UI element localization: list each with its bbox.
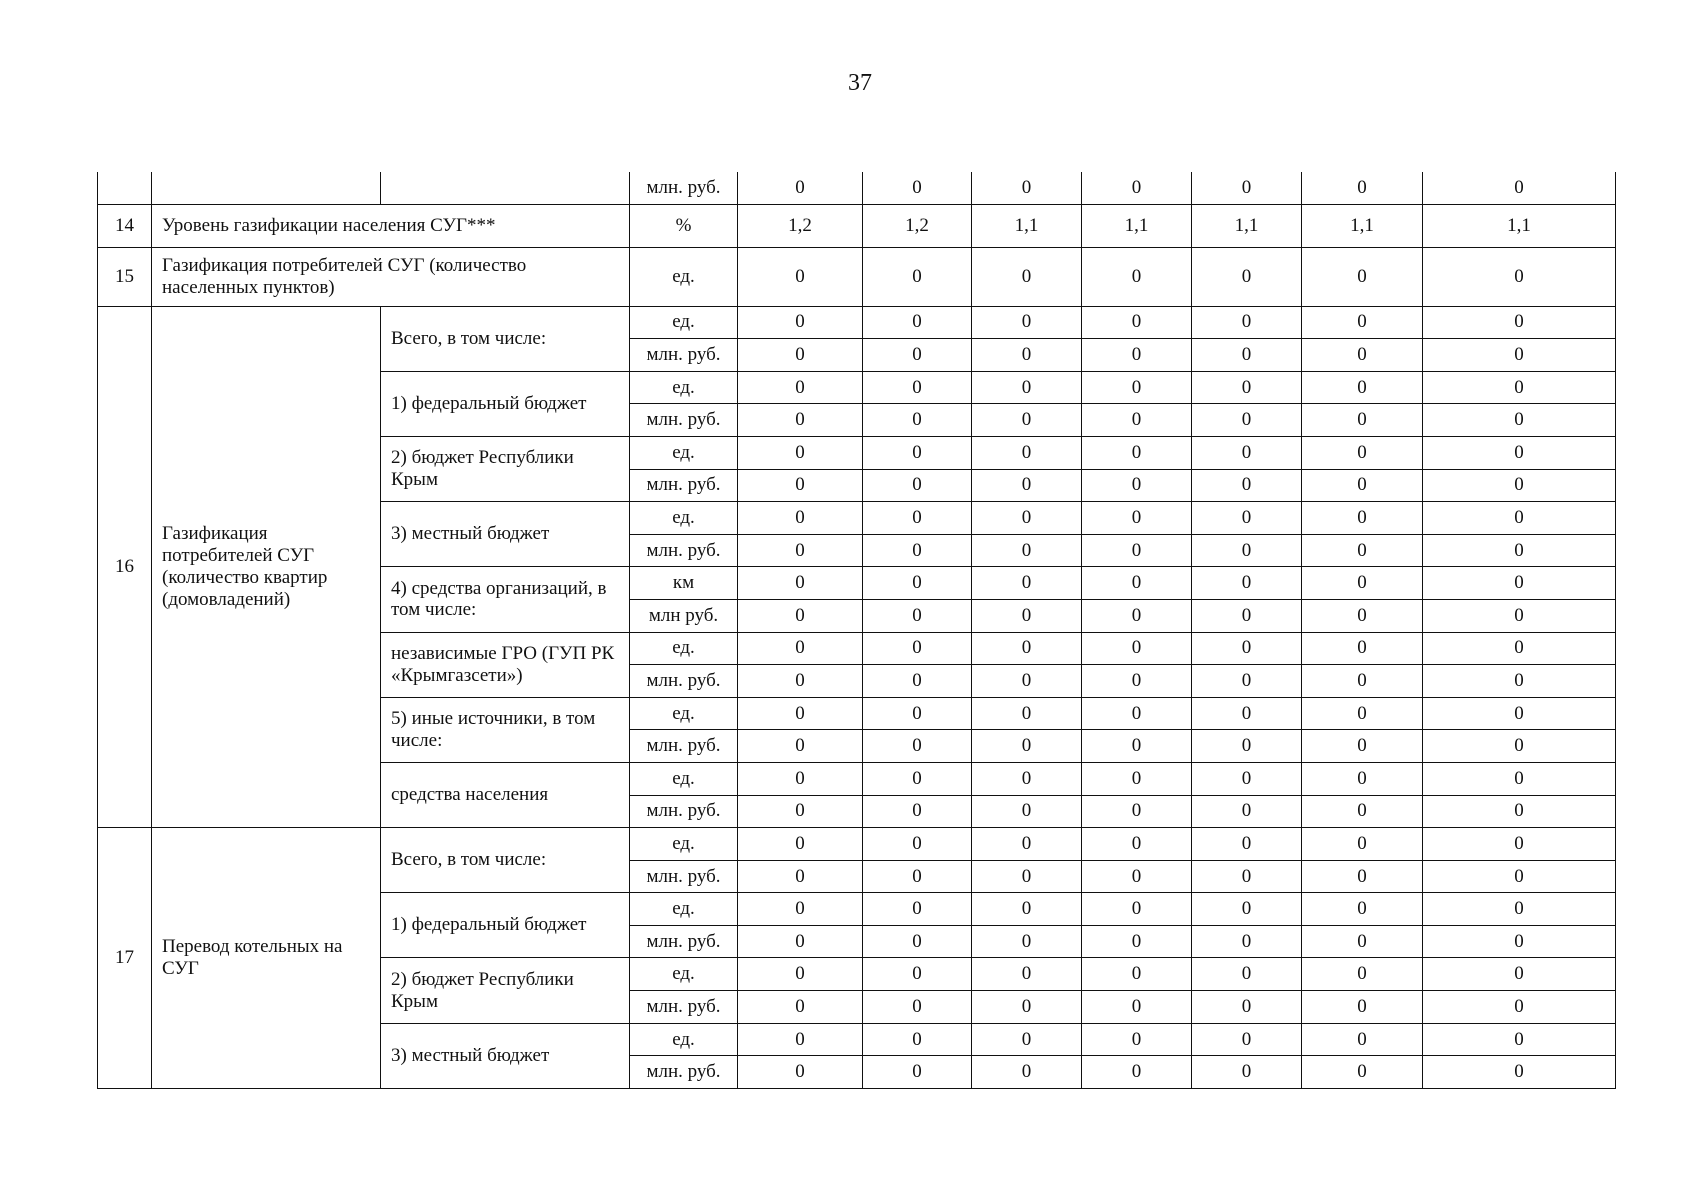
value-cell: 0 [1192,1056,1302,1089]
table-row [98,306,1616,339]
value-cell: 0 [863,567,972,600]
value-cell: 0 [1302,1056,1423,1089]
value-cell: 0 [1192,795,1302,828]
value-cell: 0 [1082,339,1192,372]
subcategory-label: независимые ГРО (ГУП РК «Крымгазсети») [381,632,630,697]
value-cell: 0 [1192,893,1302,926]
value-cell: 0 [738,697,863,730]
value-cell: 0 [738,632,863,665]
value-cell: 0 [1192,172,1302,204]
value-cell: 0 [738,469,863,502]
value-cell: 0 [1302,567,1423,600]
table-row [98,204,1616,247]
value-cell: 0 [1082,632,1192,665]
value-cell: 0 [1192,1023,1302,1056]
value-cell: 0 [1423,860,1616,893]
table-body [98,172,1616,1088]
unit-cell: млн руб. [630,599,738,632]
value-cell: 0 [1082,534,1192,567]
value-cell: 0 [1302,247,1423,306]
unit-cell: млн. руб. [630,860,738,893]
value-cell: 0 [1192,697,1302,730]
financing-table [97,172,1616,1089]
value-cell: 0 [863,828,972,861]
unit-cell: млн. руб. [630,795,738,828]
value-cell: 0 [1082,828,1192,861]
value-cell: 0 [972,665,1082,698]
subcategory-label: 4) средства организаций, в том числе: [381,567,630,632]
value-cell: 0 [738,958,863,991]
value-cell: 0 [1082,306,1192,339]
value-cell: 0 [1423,502,1616,535]
value-cell: 0 [863,306,972,339]
value-cell: 0 [1082,925,1192,958]
value-cell: 0 [1302,371,1423,404]
value-cell: 0 [1302,436,1423,469]
value-cell: 1,1 [972,204,1082,247]
value-cell: 0 [972,958,1082,991]
unit-cell: ед. [630,762,738,795]
value-cell: 0 [1082,436,1192,469]
value-cell: 0 [1302,893,1423,926]
value-cell: 0 [972,502,1082,535]
value-cell: 0 [738,860,863,893]
unit-cell: ед. [630,502,738,535]
value-cell: 0 [1302,697,1423,730]
value-cell: 0 [1082,795,1192,828]
value-cell: 1,1 [1423,204,1616,247]
value-cell: 0 [738,502,863,535]
value-cell: 0 [1192,469,1302,502]
value-cell: 0 [738,404,863,437]
value-cell: 0 [1192,925,1302,958]
value-cell: 0 [738,306,863,339]
value-cell: 0 [972,697,1082,730]
unit-cell: ед. [630,893,738,926]
row-number: 16 [98,306,152,828]
value-cell: 0 [972,730,1082,763]
value-cell: 0 [863,436,972,469]
value-cell: 0 [738,1023,863,1056]
value-cell: 0 [863,762,972,795]
subcategory-label: 5) иные источники, в том числе: [381,697,630,762]
value-cell: 0 [863,958,972,991]
value-cell: 0 [1302,795,1423,828]
unit-cell: ед. [630,306,738,339]
value-cell: 0 [1082,665,1192,698]
subcategory-label: 3) местный бюджет [381,1023,630,1088]
value-cell: 0 [738,828,863,861]
unit-cell: млн. руб. [630,534,738,567]
unit-cell: млн. руб. [630,665,738,698]
value-cell: 0 [1192,404,1302,437]
row-number: 17 [98,828,152,1089]
value-cell: 0 [738,795,863,828]
value-cell: 0 [1423,534,1616,567]
value-cell: 0 [1423,599,1616,632]
value-cell: 0 [972,1023,1082,1056]
subcategory-label: Всего, в том числе: [381,828,630,893]
value-cell: 0 [1302,534,1423,567]
subcategory-label: 3) местный бюджет [381,502,630,567]
value-cell: 0 [1302,599,1423,632]
value-cell: 0 [1423,632,1616,665]
unit-cell: ед. [630,247,738,306]
value-cell: 0 [1192,567,1302,600]
row-title: Газификация потребителей СУГ (количество квартир (домовладений) [152,306,381,828]
value-cell: 0 [1192,534,1302,567]
value-cell: 0 [972,1056,1082,1089]
value-cell: 0 [1423,697,1616,730]
value-cell: 0 [1302,172,1423,204]
subcategory-label: средства населения [381,762,630,827]
value-cell: 0 [1302,632,1423,665]
value-cell: 0 [738,339,863,372]
value-cell: 0 [738,665,863,698]
value-cell: 0 [1082,404,1192,437]
value-cell: 0 [972,925,1082,958]
value-cell: 0 [1423,567,1616,600]
value-cell: 0 [863,534,972,567]
value-cell: 0 [1192,339,1302,372]
value-cell: 0 [1302,925,1423,958]
value-cell: 0 [972,991,1082,1024]
row-title: Перевод котельных на СУГ [152,828,381,1089]
value-cell: 0 [972,599,1082,632]
subcategory-label: 2) бюджет Республики Крым [381,436,630,501]
value-cell: 0 [1423,991,1616,1024]
value-cell: 0 [1423,958,1616,991]
value-cell: 0 [738,371,863,404]
value-cell: 0 [738,436,863,469]
value-cell: 0 [1302,339,1423,372]
value-cell: 0 [972,436,1082,469]
value-cell: 0 [1082,371,1192,404]
value-cell: 0 [1302,306,1423,339]
subcategory-label: Всего, в том числе: [381,306,630,371]
value-cell: 0 [863,404,972,437]
value-cell: 0 [1192,730,1302,763]
value-cell: 0 [1192,306,1302,339]
value-cell: 0 [1082,893,1192,926]
value-cell: 0 [863,991,972,1024]
value-cell: 0 [972,828,1082,861]
value-cell: 0 [1423,730,1616,763]
value-cell: 0 [863,339,972,372]
value-cell: 0 [1082,599,1192,632]
value-cell: 0 [1192,599,1302,632]
value-cell: 0 [972,567,1082,600]
value-cell: 0 [1302,762,1423,795]
unit-cell: % [630,204,738,247]
value-cell: 0 [1423,247,1616,306]
value-cell: 0 [863,925,972,958]
value-cell: 1,1 [1192,204,1302,247]
value-cell: 1,1 [1082,204,1192,247]
value-cell: 0 [1423,1023,1616,1056]
number-cell [98,172,152,204]
value-cell: 0 [1082,762,1192,795]
value-cell: 0 [1302,665,1423,698]
value-cell: 0 [1192,665,1302,698]
value-cell: 0 [972,339,1082,372]
value-cell: 0 [863,371,972,404]
row-number: 15 [98,247,152,306]
value-cell: 0 [1082,469,1192,502]
value-cell: 1,2 [863,204,972,247]
unit-cell: ед. [630,1023,738,1056]
value-cell: 0 [1302,828,1423,861]
value-cell: 0 [1082,991,1192,1024]
unit-cell: км [630,567,738,600]
unit-cell: ед. [630,371,738,404]
row-title: Уровень газификации населения СУГ*** [152,204,630,247]
value-cell: 0 [1082,697,1192,730]
unit-cell: млн. руб. [630,991,738,1024]
value-cell: 0 [972,371,1082,404]
value-cell: 0 [863,502,972,535]
value-cell: 0 [1423,172,1616,204]
value-cell: 0 [1302,730,1423,763]
value-cell: 0 [1302,958,1423,991]
value-cell: 0 [738,730,863,763]
value-cell: 0 [972,404,1082,437]
title-cell [152,172,381,204]
value-cell: 0 [863,469,972,502]
value-cell: 0 [972,762,1082,795]
unit-cell: ед. [630,436,738,469]
unit-cell: млн. руб. [630,404,738,437]
value-cell: 0 [863,860,972,893]
value-cell: 0 [863,730,972,763]
value-cell: 0 [1423,371,1616,404]
value-cell: 0 [972,795,1082,828]
value-cell: 0 [1082,860,1192,893]
value-cell: 0 [738,1056,863,1089]
subcategory-label: 2) бюджет Республики Крым [381,958,630,1023]
value-cell: 0 [863,172,972,204]
value-cell: 0 [738,991,863,1024]
value-cell: 0 [738,534,863,567]
row-number: 14 [98,204,152,247]
value-cell: 0 [1082,1056,1192,1089]
value-cell: 0 [738,925,863,958]
value-cell: 0 [972,893,1082,926]
value-cell: 0 [1192,632,1302,665]
value-cell: 0 [1082,247,1192,306]
value-cell: 0 [1302,469,1423,502]
value-cell: 0 [1192,762,1302,795]
unit-cell: ед. [630,958,738,991]
value-cell: 0 [863,893,972,926]
value-cell: 0 [863,1056,972,1089]
value-cell: 0 [1192,828,1302,861]
value-cell: 0 [1192,371,1302,404]
value-cell: 0 [863,795,972,828]
value-cell: 0 [972,172,1082,204]
value-cell: 0 [1082,958,1192,991]
value-cell: 0 [972,534,1082,567]
value-cell: 0 [738,567,863,600]
value-cell: 0 [738,247,863,306]
value-cell: 0 [1423,795,1616,828]
value-cell: 0 [1423,1056,1616,1089]
value-cell: 0 [1302,404,1423,437]
value-cell: 0 [1423,404,1616,437]
subcategory-label: 1) федеральный бюджет [381,893,630,958]
value-cell: 0 [1192,502,1302,535]
value-cell: 0 [1302,991,1423,1024]
value-cell: 0 [1423,925,1616,958]
value-cell: 0 [972,247,1082,306]
unit-cell: ед. [630,632,738,665]
value-cell: 0 [1423,893,1616,926]
subcategory-cell [381,172,630,204]
value-cell: 0 [1423,469,1616,502]
value-cell: 0 [1423,828,1616,861]
unit-cell: млн. руб. [630,1056,738,1089]
value-cell: 0 [1082,567,1192,600]
table-row [98,828,1616,861]
unit-cell: млн. руб. [630,925,738,958]
value-cell: 0 [1423,306,1616,339]
value-cell: 0 [972,469,1082,502]
value-cell: 0 [738,599,863,632]
value-cell: 0 [1082,172,1192,204]
unit-cell: ед. [630,697,738,730]
subcategory-label: 1) федеральный бюджет [381,371,630,436]
value-cell: 0 [972,632,1082,665]
value-cell: 0 [738,762,863,795]
value-cell: 0 [1423,339,1616,372]
value-cell: 0 [1423,665,1616,698]
table-row [98,247,1616,306]
value-cell: 0 [1192,247,1302,306]
value-cell: 0 [972,306,1082,339]
value-cell: 1,2 [738,204,863,247]
value-cell: 0 [972,860,1082,893]
row-title: Газификация потребителей СУГ (количество населенных пунктов) [152,247,630,306]
unit-cell: млн. руб. [630,339,738,372]
value-cell: 0 [1192,991,1302,1024]
value-cell: 0 [738,893,863,926]
value-cell: 0 [738,172,863,204]
value-cell: 0 [1082,502,1192,535]
value-cell: 0 [1302,860,1423,893]
unit-cell: ед. [630,828,738,861]
value-cell: 1,1 [1302,204,1423,247]
unit-cell: млн. руб. [630,172,738,204]
value-cell: 0 [1192,958,1302,991]
value-cell: 0 [1423,436,1616,469]
value-cell: 0 [1192,860,1302,893]
value-cell: 0 [1302,1023,1423,1056]
value-cell: 0 [863,697,972,730]
unit-cell: млн. руб. [630,469,738,502]
value-cell: 0 [1302,502,1423,535]
table-row [98,172,1616,204]
value-cell: 0 [863,599,972,632]
value-cell: 0 [863,1023,972,1056]
value-cell: 0 [863,632,972,665]
value-cell: 0 [863,665,972,698]
value-cell: 0 [863,247,972,306]
unit-cell: млн. руб. [630,730,738,763]
value-cell: 0 [1082,1023,1192,1056]
page-number: 37 [848,70,872,96]
value-cell: 0 [1423,762,1616,795]
value-cell: 0 [1192,436,1302,469]
value-cell: 0 [1082,730,1192,763]
